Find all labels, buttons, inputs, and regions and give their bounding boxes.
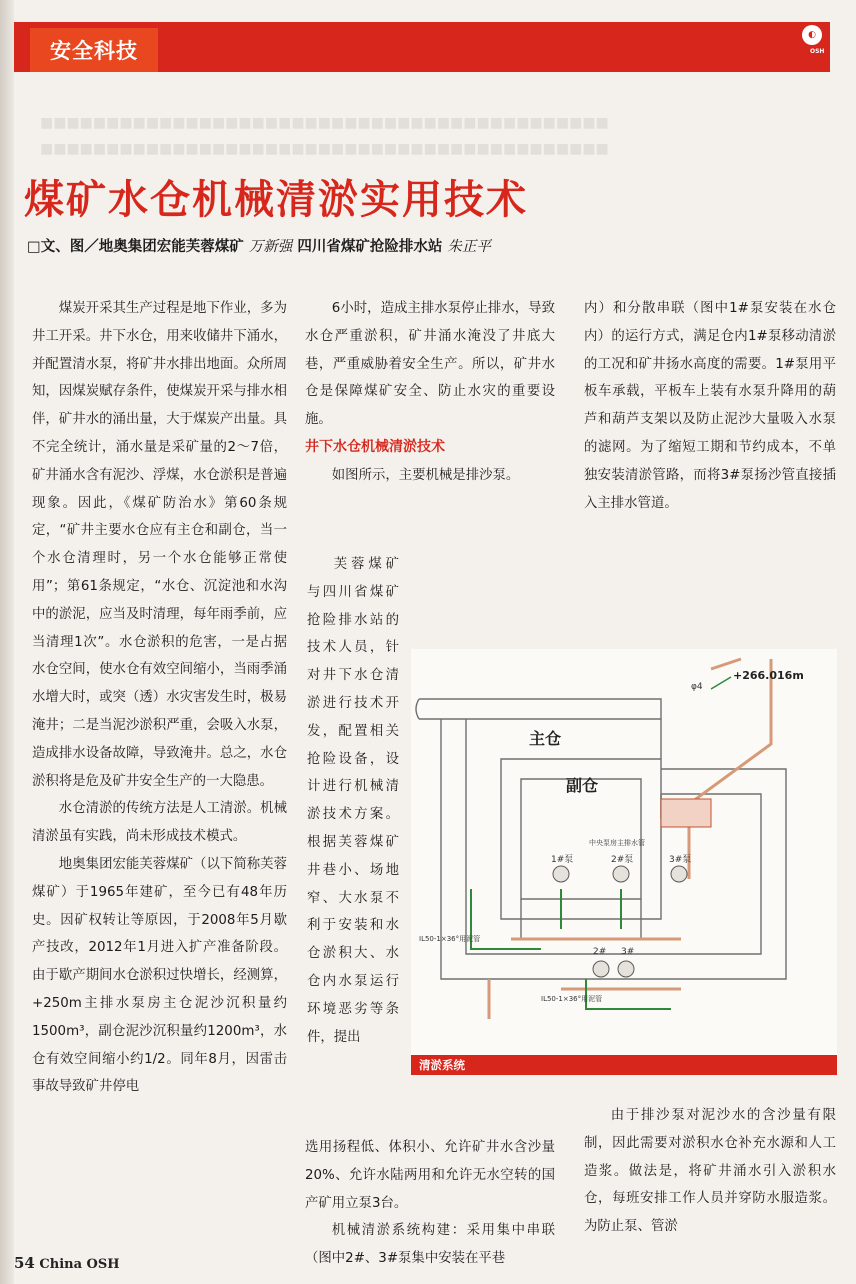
page-edge xyxy=(0,0,14,1284)
pump2-label: 2#泵 xyxy=(611,855,634,865)
byline-org2: 四川省煤矿抢险排水站 xyxy=(297,239,443,255)
main-sump-label: 主仓 xyxy=(529,729,562,748)
figure-dredging-system xyxy=(411,649,837,1075)
pump3b-label: 3# xyxy=(621,947,635,957)
bleed-through-text: ■■■■■■■■■■■■■■■■■■■■■■■■■■■■■■■■■■■■■■■■■■■ ■■■■■■■■■■■■■■■■■■■■■■■■■■■■■■■■■■■■■■■■■■■ xyxy=(40,115,609,157)
pump1-label: 1#泵 xyxy=(551,855,574,865)
column-3 xyxy=(584,295,836,517)
byline xyxy=(27,235,491,256)
page-number: 54 xyxy=(14,1254,35,1272)
figure-diagram xyxy=(411,649,837,1075)
pipe-label-1: IL50-1×36°用泥管 xyxy=(419,935,481,943)
article-title: 煤矿水仓机械清淤实用技术 xyxy=(24,176,528,223)
section-label: 安全科技 xyxy=(30,28,158,72)
pipe-label-2: IL50-1×36°用泥管 xyxy=(541,995,603,1003)
figure-caption: 清淤系统 xyxy=(411,1055,837,1075)
paragraph: 地奥集团宏能芙蓉煤矿（以下简称芙蓉煤矿）于1965年建矿，至今已有48年历史。因矿权转让等原因，于2008年5月歇产技改，2012年1月进入扩产准备阶段。由于歇产期间水仓淤积过快增长，经测算，+250m主排水泵房主仓泥沙沉积量约1500m³，副仓泥沙沉积量约1200m³，水仓有效空间缩小约1/2。同年8月，因雷击事故导致矿井停电 xyxy=(32,856,287,1095)
column-2-bottom xyxy=(305,1134,555,1273)
paragraph: 机械清淤系统构建：采用集中串联（图中2#、3#泵集中安装在平巷 xyxy=(305,1223,555,1267)
column-2 xyxy=(305,295,555,490)
section-heading: 井下水仓机械清淤技术 xyxy=(305,438,445,455)
paragraph: 水仓清淤的传统方法是人工清淤。机械清淤虽有实践，尚未形成技术模式。 xyxy=(32,801,287,845)
column-3-bottom xyxy=(584,1102,836,1241)
pipe-top-label: φ4 xyxy=(691,682,703,692)
elevation-label: +266.016m xyxy=(733,669,804,682)
paragraph: 如图所示，主要机械是排沙泵。 xyxy=(331,467,520,483)
aux-sump-label: 副仓 xyxy=(566,776,599,795)
pump2b-label: 2# xyxy=(593,947,607,957)
journal-logo-icon: ◐ xyxy=(802,25,822,45)
column-2-narrow xyxy=(307,551,399,1051)
paragraph: 由于排沙泵对泥沙水的含沙量有限制，因此需要对淤积水仓补充水源和人工造浆。做法是，将矿井涌水引入淤积水仓，每班安排工作人员并穿防水服造浆。为防止泵、管淤 xyxy=(584,1108,836,1235)
column-1 xyxy=(32,295,287,1101)
paragraph: 芙蓉煤矿与四川省煤矿抢险排水站的技术人员，针对井下水仓清淤进行技术开发，配置相关抢险设备，设计进行机械清淤技术方案。根据芙蓉煤矿井巷小、场地窄、大水泵不利于安装和水仓淤积大、水仓内水泵运行环境恶劣等条件，提出 xyxy=(307,557,399,1045)
journal-logo-text: OSH xyxy=(810,48,825,55)
pump-room-label: 中央泵房主排水管 xyxy=(589,839,645,847)
journal-name: China OSH xyxy=(39,1257,120,1272)
page-footer xyxy=(14,1254,120,1272)
paragraph: 内）和分散串联（图中1#泵安装在水仓内）的运行方式，满足仓内1#泵移动清淤的工况和矿井扬水高度的需要。1#泵用平板车承载，平板车上装有水泵升降用的葫芦和葫芦支架以及防止泥沙大量吸入水泵的滤网。为了缩短工期和节约成本，不单独安装清淤管路，而将3#泵扬沙管直接插入主排水管道。 xyxy=(584,301,836,511)
paragraph: 选用扬程低、体积小、允许矿井水含沙量20%、允许水陆两用和允许无水空转的国产矿用立泵3台。 xyxy=(305,1140,555,1211)
byline-author1: 万新强 xyxy=(248,239,293,255)
pump3-label: 3#泵 xyxy=(669,855,692,865)
paragraph: 6小时，造成主排水泵停止排水，导致水仓严重淤积，矿井涌水淹没了井底大巷，严重威胁着安全生产。所以，矿井水仓是保障煤矿安全、防止水灾的重要设施。 xyxy=(305,301,555,428)
byline-org1: □文、图／地奥集团宏能芙蓉煤矿 xyxy=(27,239,244,255)
paragraph: 煤炭开采其生产过程是地下作业，多为井工开采。井下水仓，用来收储井下涌水，并配置清水泵，将矿井水排出地面。众所周知，因煤炭赋存条件，使煤炭开采与排水相伴，矿井水的涌出量，大于煤炭产出量。具不完全统计，涌水量是采矿量的2～7倍，矿井涌水含有泥沙、浮煤，水仓淤积是普遍现象。因此，《煤矿防治水》第60条规定，“矿井主要水仓应有主仓和副仓，当一个水仓清理时，另一个水仓能够正常使用”；第61条规定，“水仓、沉淀池和水沟中的淤泥，应当及时清理，每年雨季前，应当清理1次”。水仓淤积的危害，一是占据水仓空间，使水仓有效空间缩小，当雨季涌水增大时，或突（透）水灾害发生时，极易淹井；二是当泥沙淤积严重，会吸入水泵，造成排水设备故障，导致淹井。总之，水仓淤积将是危及矿井安全生产的一大隐患。 xyxy=(32,301,287,789)
byline-author2: 朱正平 xyxy=(447,239,491,255)
